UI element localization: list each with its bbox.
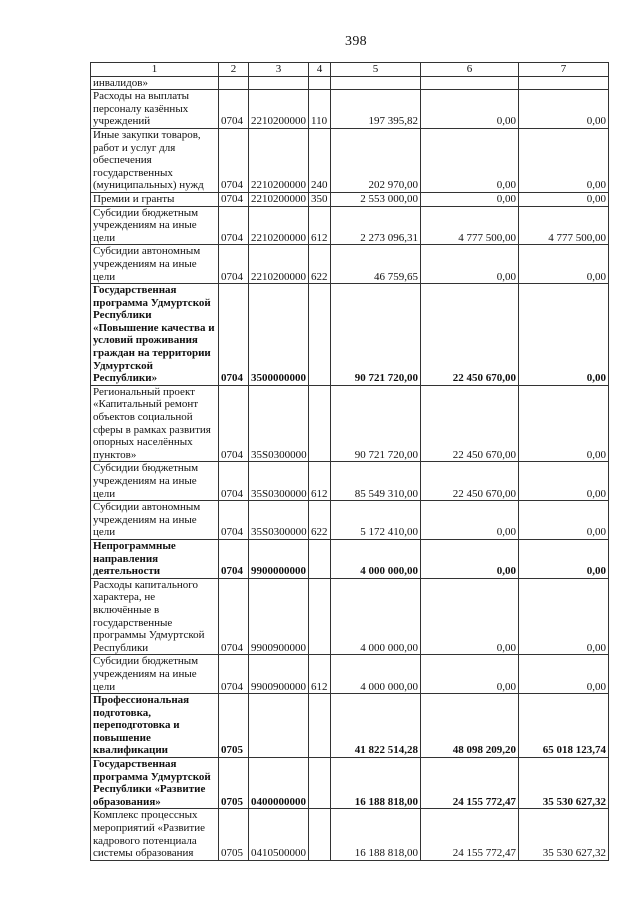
- row-expense-type: [309, 76, 331, 90]
- row-amount-col7: 0,00: [519, 245, 609, 284]
- row-target-code: 35S0300000: [249, 501, 309, 540]
- row-section-code: 0704: [219, 192, 249, 206]
- row-name: Расходы капитального характера, не включённые в государственные программы Удмуртской Республики: [91, 578, 219, 655]
- row-target-code: 0400000000: [249, 758, 309, 809]
- row-name: Региональный проект «Капитальный ремонт объектов социальной сферы в рамках развития опорных населённых пунктов»: [91, 385, 219, 462]
- row-amount-col5: 4 000 000,00: [331, 578, 421, 655]
- row-amount-col7: 35 530 627,32: [519, 809, 609, 860]
- row-section-code: 0704: [219, 462, 249, 501]
- table-row: [91, 385, 609, 462]
- row-expense-type: [309, 539, 331, 578]
- row-target-code: 9900900000: [249, 655, 309, 694]
- row-amount-col6: 0,00: [421, 501, 519, 540]
- row-name: Непрограммные направления деятельности: [91, 539, 219, 578]
- row-amount-col5: 85 549 310,00: [331, 462, 421, 501]
- row-section-code: 0704: [219, 90, 249, 129]
- row-expense-type: [309, 809, 331, 860]
- table-row: [91, 245, 609, 284]
- row-amount-col5: [331, 76, 421, 90]
- row-expense-type: [309, 284, 331, 386]
- row-amount-col7: [519, 76, 609, 90]
- row-amount-col6: 22 450 670,00: [421, 284, 519, 386]
- row-section-code: 0705: [219, 694, 249, 758]
- row-amount-col5: 90 721 720,00: [331, 284, 421, 386]
- row-target-code: 2210200000: [249, 206, 309, 245]
- row-name: Субсидии бюджетным учреждениям на иные цели: [91, 655, 219, 694]
- row-section-code: 0704: [219, 578, 249, 655]
- row-expense-type: 240: [309, 128, 331, 192]
- row-amount-col5: 4 000 000,00: [331, 539, 421, 578]
- row-expense-type: [309, 385, 331, 462]
- row-target-code: 2210200000: [249, 90, 309, 129]
- row-amount-col6: 4 777 500,00: [421, 206, 519, 245]
- row-amount-col6: 22 450 670,00: [421, 462, 519, 501]
- row-expense-type: [309, 694, 331, 758]
- table-row: [91, 501, 609, 540]
- row-amount-col7: 35 530 627,32: [519, 758, 609, 809]
- row-target-code: 2210200000: [249, 245, 309, 284]
- row-amount-col7: 0,00: [519, 655, 609, 694]
- row-section-code: 0705: [219, 758, 249, 809]
- row-target-code: 2210200000: [249, 128, 309, 192]
- row-amount-col5: 16 188 818,00: [331, 758, 421, 809]
- row-target-code: 3500000000: [249, 284, 309, 386]
- table-row: [91, 578, 609, 655]
- row-expense-type: 350: [309, 192, 331, 206]
- row-expense-type: [309, 758, 331, 809]
- row-name: Профессиональная подготовка, переподготовка и повышение квалификации: [91, 694, 219, 758]
- table-row: [91, 206, 609, 245]
- row-section-code: 0705: [219, 809, 249, 860]
- row-amount-col6: [421, 76, 519, 90]
- row-amount-col6: 22 450 670,00: [421, 385, 519, 462]
- row-name: Расходы на выплаты персоналу казённых учреждений: [91, 90, 219, 129]
- table-row: [91, 76, 609, 90]
- row-section-code: 0704: [219, 206, 249, 245]
- row-name: Субсидии бюджетным учреждениям на иные цели: [91, 462, 219, 501]
- row-amount-col7: 0,00: [519, 128, 609, 192]
- row-amount-col5: 197 395,82: [331, 90, 421, 129]
- row-expense-type: 612: [309, 655, 331, 694]
- row-name: Субсидии автономным учреждениям на иные цели: [91, 245, 219, 284]
- row-amount-col5: 4 000 000,00: [331, 655, 421, 694]
- table-row: [91, 284, 609, 386]
- table-header-row: [91, 63, 609, 77]
- col-header-5: 5: [331, 63, 421, 77]
- row-section-code: 0704: [219, 284, 249, 386]
- row-amount-col5: 5 172 410,00: [331, 501, 421, 540]
- row-amount-col7: 0,00: [519, 501, 609, 540]
- row-target-code: [249, 76, 309, 90]
- row-name: Субсидии автономным учреждениям на иные цели: [91, 501, 219, 540]
- row-amount-col6: 0,00: [421, 192, 519, 206]
- row-name: Государственная программа Удмуртской Республики «Развитие образования»: [91, 758, 219, 809]
- row-amount-col6: 24 155 772,47: [421, 809, 519, 860]
- row-amount-col7: 0,00: [519, 192, 609, 206]
- row-section-code: 0704: [219, 539, 249, 578]
- row-amount-col7: 0,00: [519, 578, 609, 655]
- row-expense-type: 612: [309, 206, 331, 245]
- row-section-code: 0704: [219, 385, 249, 462]
- row-amount-col6: 0,00: [421, 655, 519, 694]
- page-number: 398: [345, 34, 367, 49]
- col-header-7: 7: [519, 63, 609, 77]
- row-amount-col6: 24 155 772,47: [421, 758, 519, 809]
- row-amount-col5: 90 721 720,00: [331, 385, 421, 462]
- row-amount-col5: 2 553 000,00: [331, 192, 421, 206]
- table-row: [91, 192, 609, 206]
- row-name: инвалидов»: [91, 76, 219, 90]
- row-amount-col7: 0,00: [519, 90, 609, 129]
- row-section-code: 0704: [219, 128, 249, 192]
- table-row: [91, 655, 609, 694]
- budget-table: [90, 62, 609, 861]
- row-section-code: 0704: [219, 245, 249, 284]
- row-amount-col5: 41 822 514,28: [331, 694, 421, 758]
- table-row: [91, 128, 609, 192]
- row-amount-col7: 4 777 500,00: [519, 206, 609, 245]
- row-target-code: [249, 694, 309, 758]
- table-row: [91, 90, 609, 129]
- row-amount-col7: 0,00: [519, 385, 609, 462]
- row-amount-col5: 16 188 818,00: [331, 809, 421, 860]
- row-amount-col5: 202 970,00: [331, 128, 421, 192]
- row-section-code: 0704: [219, 655, 249, 694]
- col-header-1: 1: [91, 63, 219, 77]
- row-amount-col7: 65 018 123,74: [519, 694, 609, 758]
- row-amount-col7: 0,00: [519, 539, 609, 578]
- row-target-code: 2210200000: [249, 192, 309, 206]
- table-row: [91, 758, 609, 809]
- table-row: [91, 462, 609, 501]
- row-expense-type: [309, 578, 331, 655]
- row-amount-col6: 0,00: [421, 128, 519, 192]
- row-amount-col6: 0,00: [421, 539, 519, 578]
- row-name: Субсидии бюджетным учреждениям на иные цели: [91, 206, 219, 245]
- row-amount-col5: 46 759,65: [331, 245, 421, 284]
- row-amount-col7: 0,00: [519, 284, 609, 386]
- row-amount-col5: 2 273 096,31: [331, 206, 421, 245]
- table-row: [91, 694, 609, 758]
- col-header-6: 6: [421, 63, 519, 77]
- table-row: [91, 809, 609, 860]
- col-header-4: 4: [309, 63, 331, 77]
- row-target-code: 9900000000: [249, 539, 309, 578]
- row-expense-type: 612: [309, 462, 331, 501]
- row-section-code: [219, 76, 249, 90]
- row-target-code: 35S0300000: [249, 385, 309, 462]
- row-target-code: 35S0300000: [249, 462, 309, 501]
- row-name: Государственная программа Удмуртской Республики «Повышение качества и условий проживания граждан на территории Удмуртской Республики»: [91, 284, 219, 386]
- row-expense-type: 622: [309, 245, 331, 284]
- row-name: Иные закупки товаров, работ и услуг для обеспечения государственных (муниципальных) нужд: [91, 128, 219, 192]
- table-row: [91, 539, 609, 578]
- row-amount-col6: 0,00: [421, 578, 519, 655]
- row-section-code: 0704: [219, 501, 249, 540]
- row-name: Комплекс процессных мероприятий «Развитие кадрового потенциала системы образования: [91, 809, 219, 860]
- col-header-2: 2: [219, 63, 249, 77]
- row-expense-type: 110: [309, 90, 331, 129]
- row-target-code: 9900900000: [249, 578, 309, 655]
- row-amount-col7: 0,00: [519, 462, 609, 501]
- row-amount-col6: 0,00: [421, 245, 519, 284]
- row-amount-col6: 0,00: [421, 90, 519, 129]
- row-expense-type: 622: [309, 501, 331, 540]
- row-name: Премии и гранты: [91, 192, 219, 206]
- row-amount-col6: 48 098 209,20: [421, 694, 519, 758]
- row-target-code: 0410500000: [249, 809, 309, 860]
- col-header-3: 3: [249, 63, 309, 77]
